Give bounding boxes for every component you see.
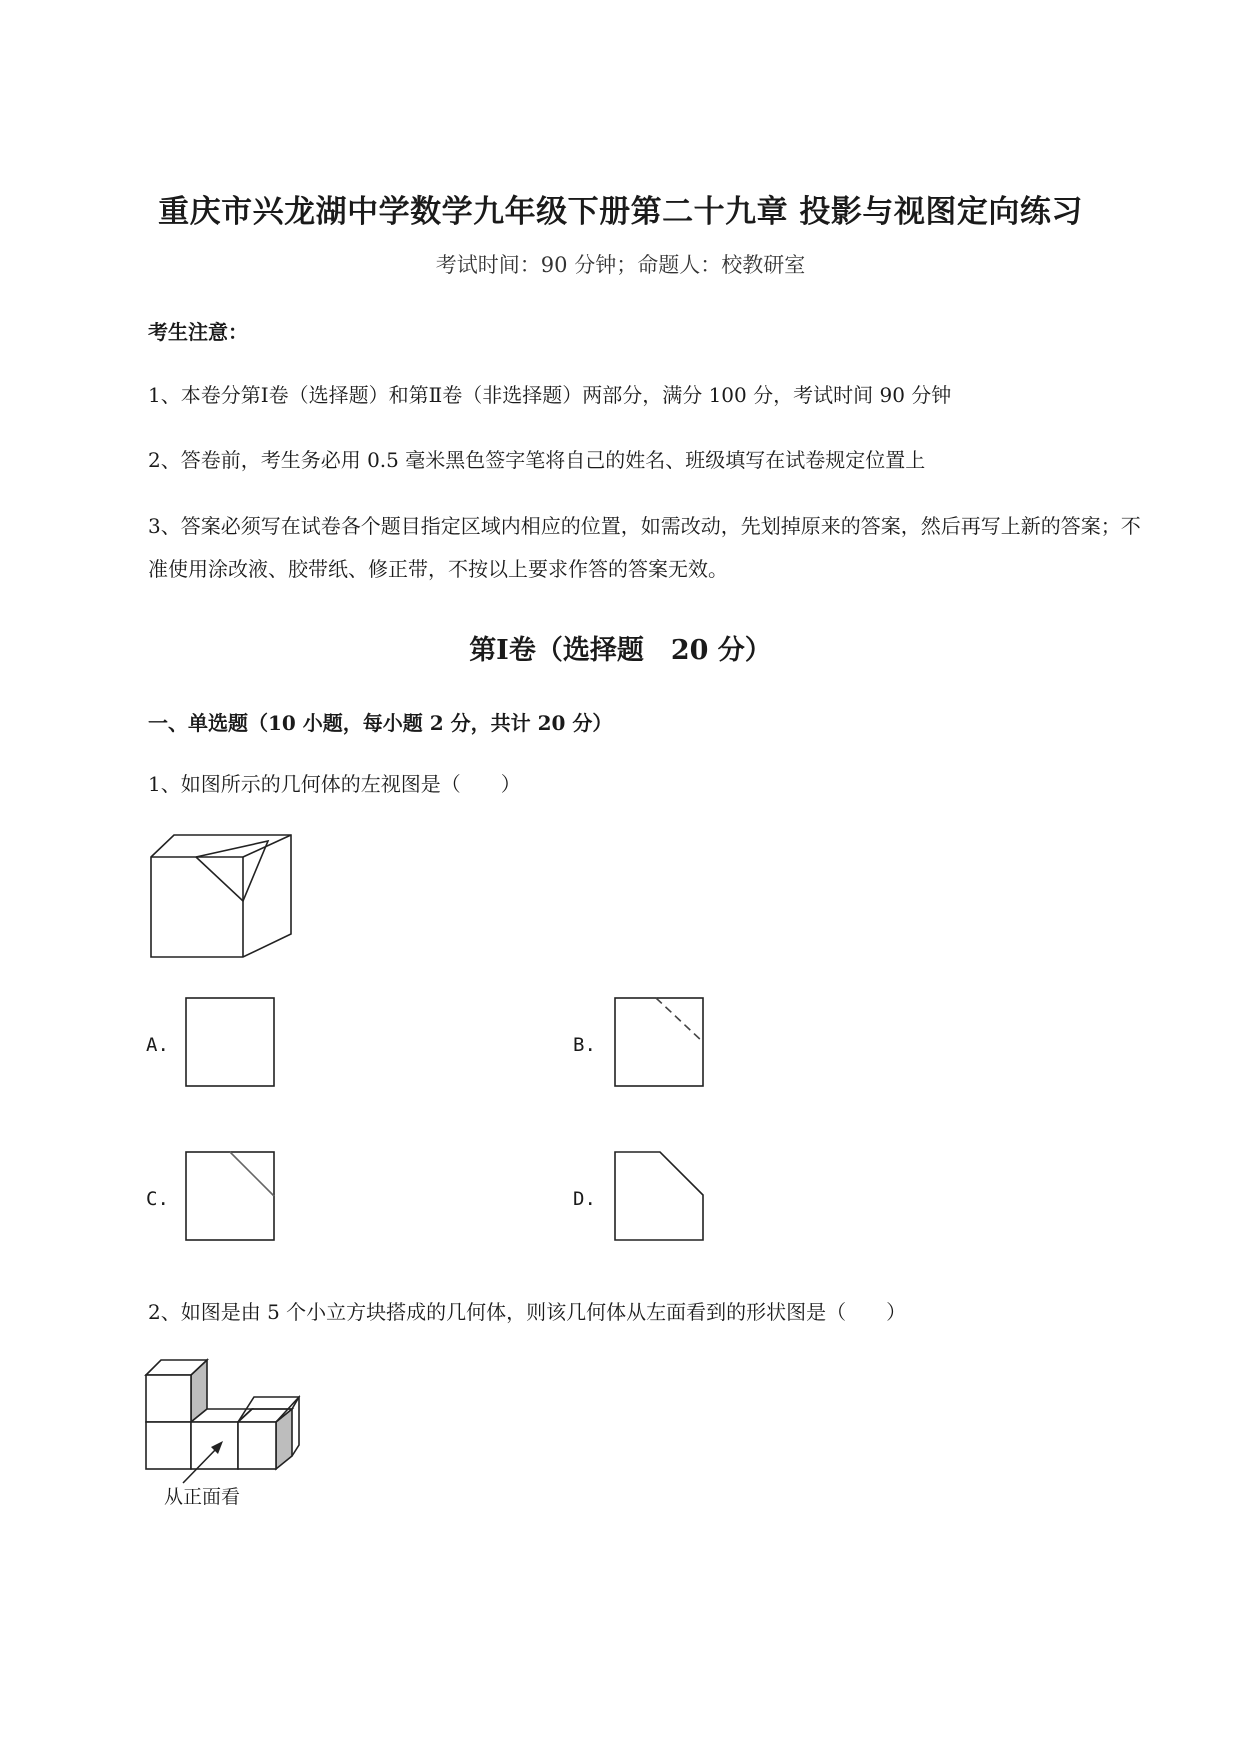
document-title: 重庆市兴龙湖中学数学九年级下册第二十九章 投影与视图定向练习	[158, 194, 1083, 230]
section-title: 第Ⅰ卷（选择题 20 分）	[469, 635, 772, 666]
q2-figure-caption: 从正面看	[164, 1486, 241, 1508]
part-heading: 一、单选题（10 小题，每小题 2 分，共计 20 分）	[148, 711, 613, 735]
question-1-text: 1、如图所示的几何体的左视图是（ ）	[148, 772, 521, 796]
q1-option-c-label[interactable]: C.	[146, 1188, 169, 1210]
notice-item-1: 1、本卷分第Ⅰ卷（选择题）和第Ⅱ卷（非选择题）两部分，满分 100 分，考试时间 90 分钟	[148, 383, 952, 407]
notice-item-2: 2、答卷前，考生务必用 0.5 毫米黑色签字笔将自己的姓名、班级填写在试卷规定位置上	[148, 448, 926, 472]
question-2-text: 2、如图是由 5 个小立方块搭成的几何体，则该几何体从左面看到的形状图是（ ）	[148, 1300, 907, 1324]
q1-option-a-label[interactable]: A.	[146, 1034, 169, 1056]
q1-solid-figure	[148, 832, 298, 957]
q1-option-d-label[interactable]: D.	[573, 1188, 596, 1210]
q1-option-b-figure[interactable]	[614, 997, 704, 1087]
q1-option-d-figure[interactable]	[614, 1151, 704, 1241]
q1-option-c-figure[interactable]	[185, 1151, 275, 1241]
notice-item-3: 3、答案必须写在试卷各个题目指定区域内相应的位置，如需改动，先划掉原来的答案，然后再写上新的答案；不准使用涂改液、胶带纸、修正带，不按以上要求作答的答案无效。	[148, 514, 1141, 581]
exam-info: 考试时间：90 分钟；命题人：校教研室	[435, 253, 806, 277]
notice-heading: 考生注意：	[148, 320, 248, 344]
q1-option-b-label[interactable]: B.	[573, 1034, 596, 1056]
q2-cube-figure	[143, 1355, 323, 1475]
q1-option-a-figure[interactable]	[185, 997, 275, 1087]
